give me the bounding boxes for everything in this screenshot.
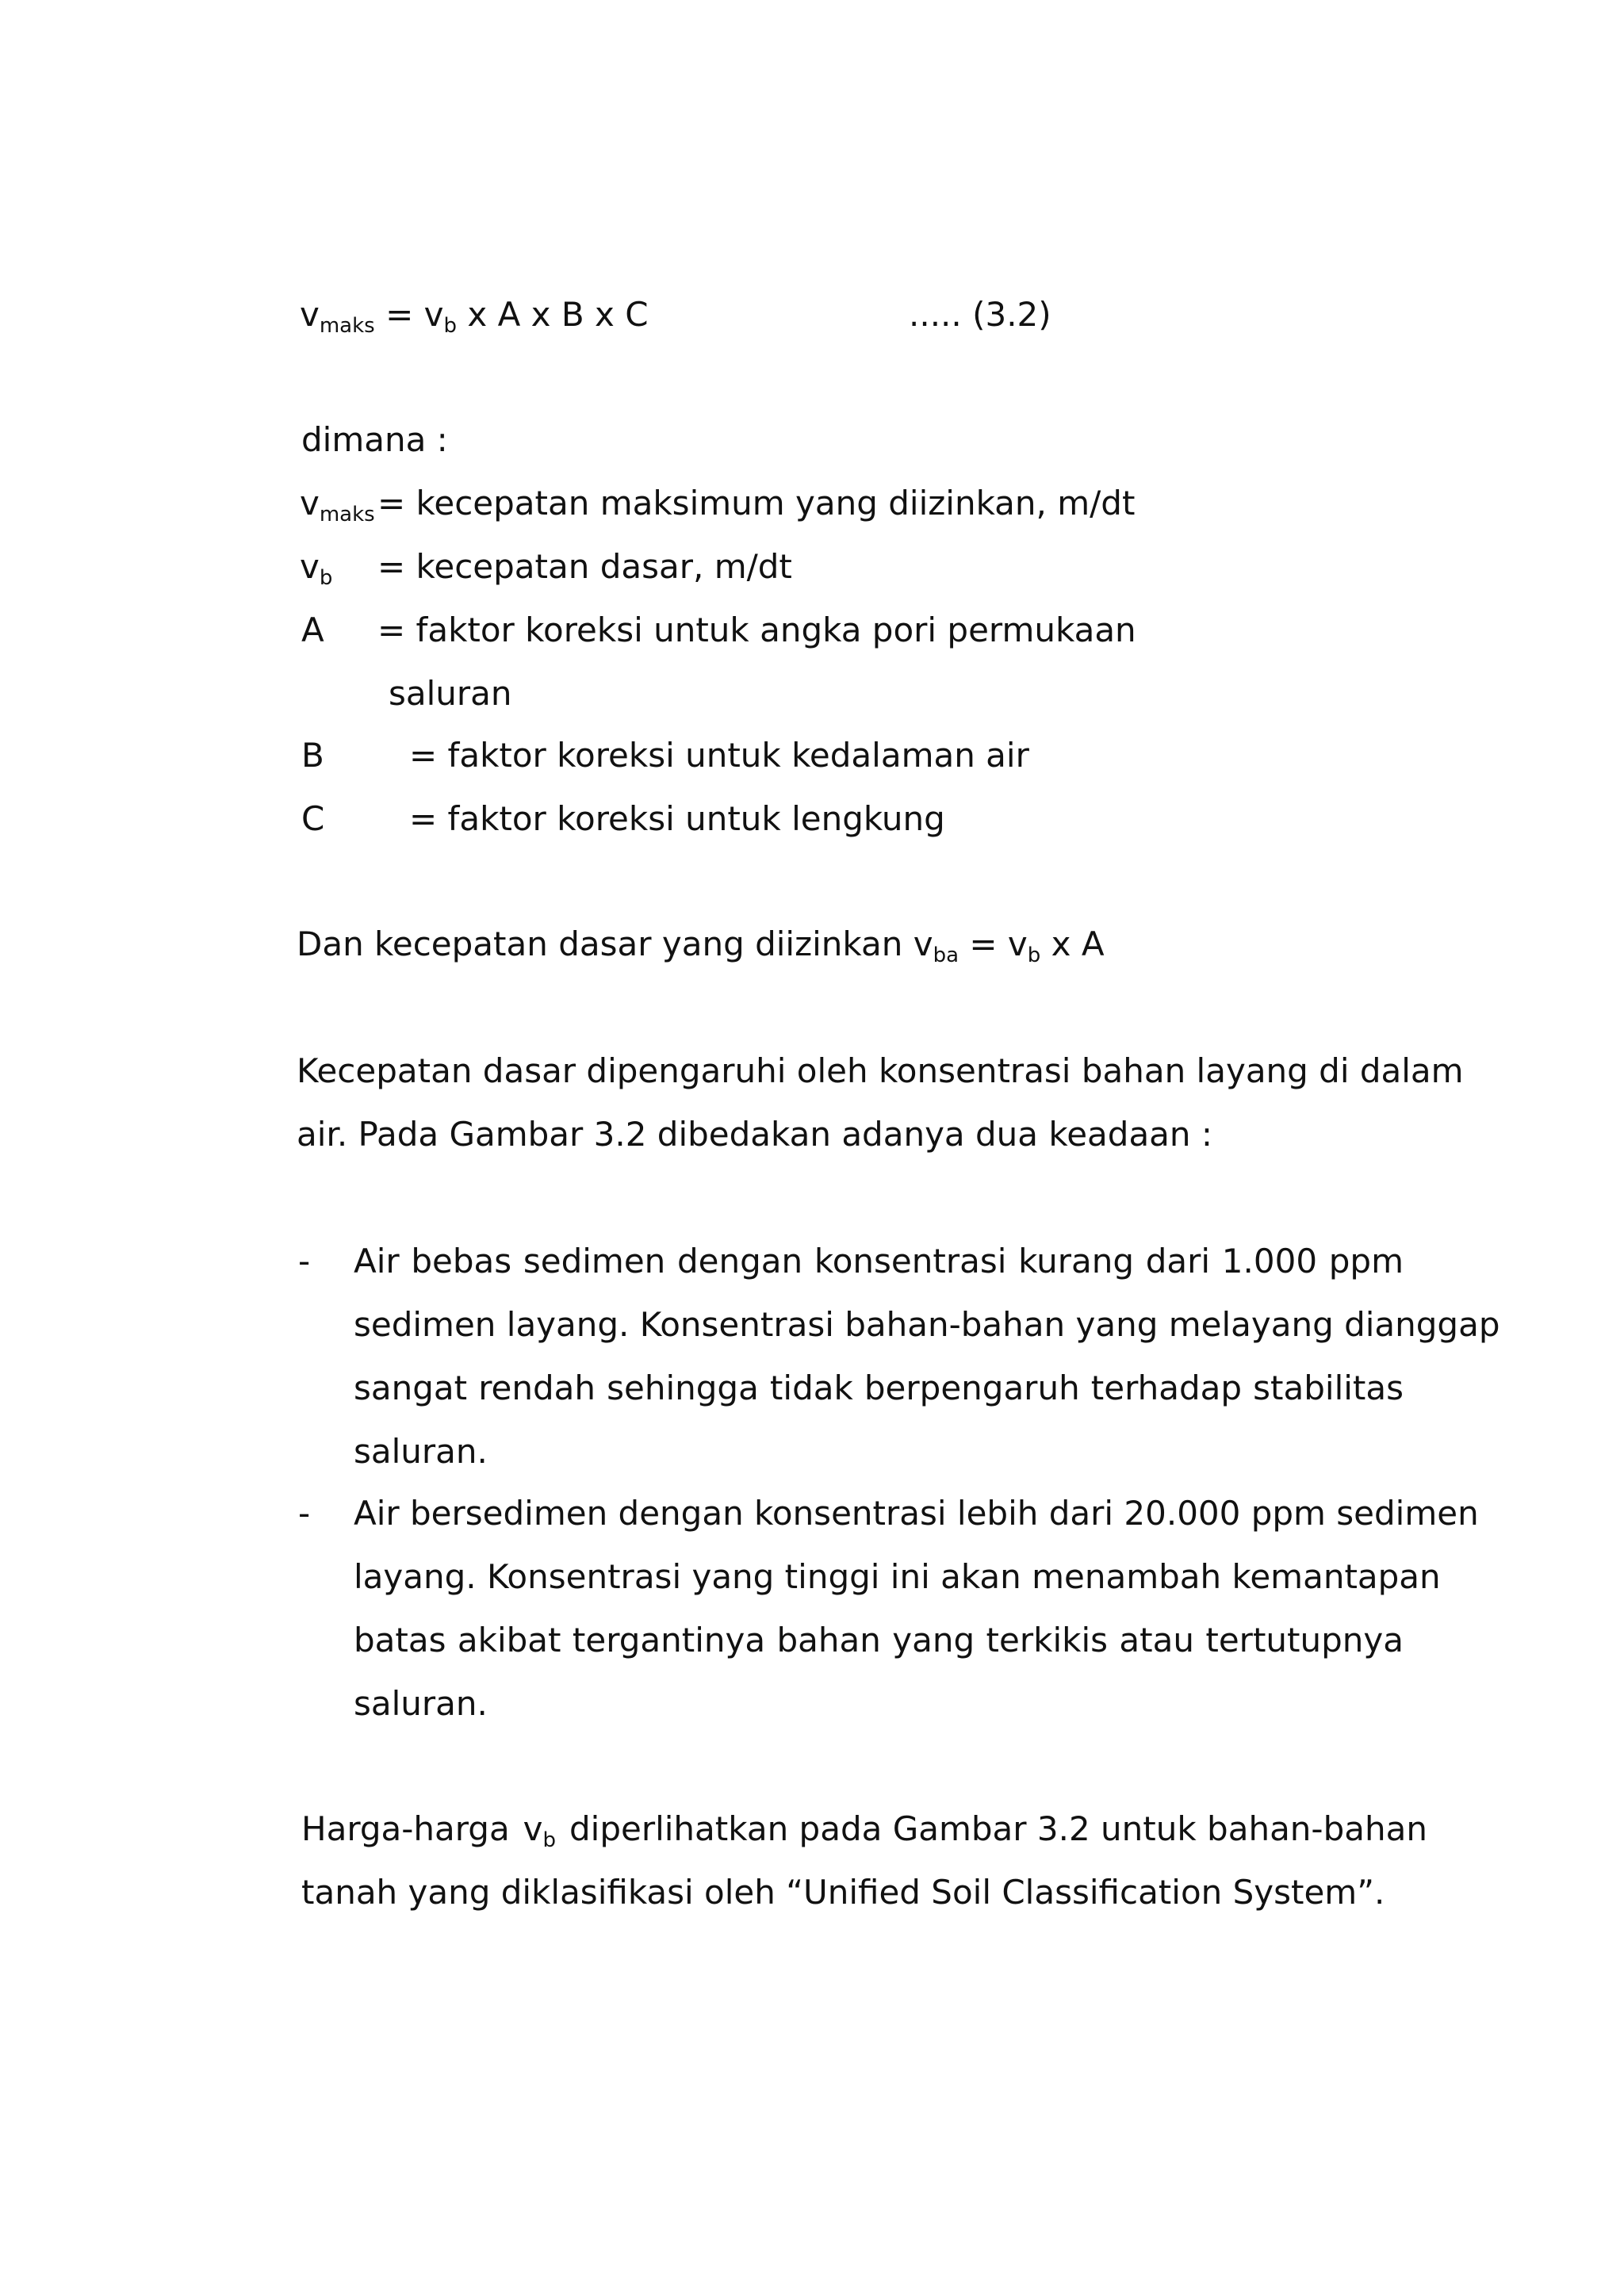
paragraph-2-line-2: tanah yang diklasifikasi oleh “Unified Soil Classification System”. [301, 1873, 1385, 1912]
definition-a-symbol: A [301, 611, 324, 649]
bullet-dash-1: - [298, 1242, 311, 1280]
bullet-1-line-2: sedimen layang. Konsentrasi bahan-bahan yang melayang dianggap [354, 1305, 1500, 1344]
definition-a-continuation: saluran [389, 674, 512, 713]
definition-vmaks-symbol: $v_{maks}$ [300, 484, 375, 526]
formula: $v_{maks} = v_b$ x A x B x C [300, 295, 649, 338]
basic-speed-line: Dan kecepatan dasar yang diizinkan $v_{ba} = v_b$ x A [297, 924, 1105, 967]
formula-vb: $v_b$ [423, 295, 458, 338]
bullet-2-line-2: layang. Konsentrasi yang tinggi ini akan menambah kemantapan [354, 1557, 1441, 1596]
bullet-dash-2: - [298, 1494, 311, 1533]
definition-b-text: = faktor koreksi untuk kedalaman air [409, 736, 1029, 775]
bullet-1-line-4: saluran. [354, 1432, 488, 1471]
definition-c-symbol: C [301, 799, 325, 838]
paragraph-2-line-1: Harga-harga $v_b$ diperlihatkan pada Gambar 3.2 untuk bahan-bahan [301, 1809, 1427, 1852]
paragraph-1-line-2: air. Pada Gambar 3.2 dibedakan adanya dua keadaan : [297, 1115, 1213, 1154]
definition-a-text: = faktor koreksi untuk angka pori permukaan [377, 611, 1136, 649]
where-label: dimana : [301, 420, 448, 459]
bullet-2-line-1: Air bersedimen dengan konsentrasi lebih dari 20.000 ppm sedimen [354, 1494, 1479, 1533]
bullet-1-line-1: Air bebas sedimen dengan konsentrasi kurang dari 1.000 ppm [354, 1242, 1404, 1280]
definition-c-text: = faktor koreksi untuk lengkung [409, 799, 945, 838]
bullet-2-line-4: saluran. [354, 1684, 488, 1723]
definition-vmaks-text: = kecepatan maksimum yang diizinkan, m/dt [377, 484, 1136, 523]
definition-b-symbol: B [301, 736, 324, 775]
equation-number: ..... (3.2) [909, 295, 1051, 334]
paragraph-1-line-1: Kecepatan dasar dipengaruhi oleh konsentrasi bahan layang di dalam [297, 1051, 1464, 1090]
formula-lhs: $v_{maks}$ [300, 295, 375, 338]
definition-vb-symbol: $v_b$ [300, 547, 333, 590]
definition-vb-text: = kecepatan dasar, m/dt [377, 547, 792, 586]
bullet-1-line-3: sangat rendah sehingga tidak berpengaruh terhadap stabilitas [354, 1369, 1404, 1407]
bullet-2-line-3: batas akibat tergantinya bahan yang terkikis atau tertutupnya [354, 1621, 1404, 1659]
